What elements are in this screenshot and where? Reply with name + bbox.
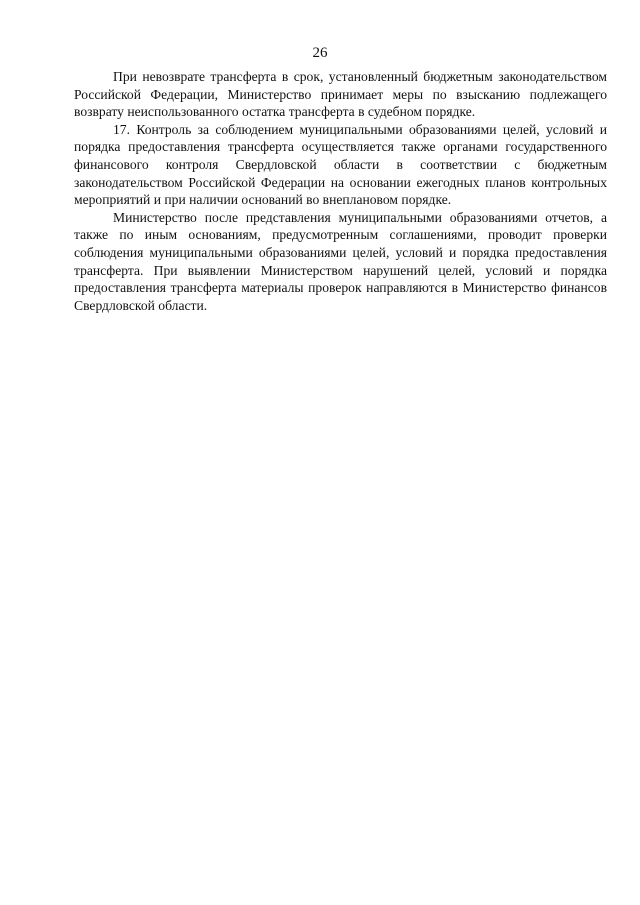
- page-number: 26: [312, 45, 328, 61]
- paragraph-ministry-inspections: Министерство после представления муниципальными образованиями отчетов, а также по иным основаниям, предусмотренным соглашениями, проводит проверки соблюдения муниципальными образованиями целей, условий и порядка предоставления трансферта. При выявлении Министерством нарушений целей, условий и порядка предоставления трансферта материалы проверок направляются в Министерство финансов Свердловской области.: [74, 209, 607, 313]
- paragraph-17-control: 17. Контроль за соблюдением муниципальными образованиями целей, условий и порядка предоставления трансферта осуществляется также органами государственного финансового контроля Свердловской области в соответствии с бюджетным законодательством Российской Федерации на основании ежегодных планов контрольных мероприятий и при наличии оснований во внеплановом порядке.: [74, 121, 607, 208]
- paragraph-transfer-refund: При невозврате трансферта в срок, установленный бюджетным законодательством Российской Федерации, Министерство принимает меры по взысканию подлежащего возврату неиспользованного остатка трансферта в судебном порядке.: [74, 69, 607, 120]
- document-body: [74, 68, 607, 314]
